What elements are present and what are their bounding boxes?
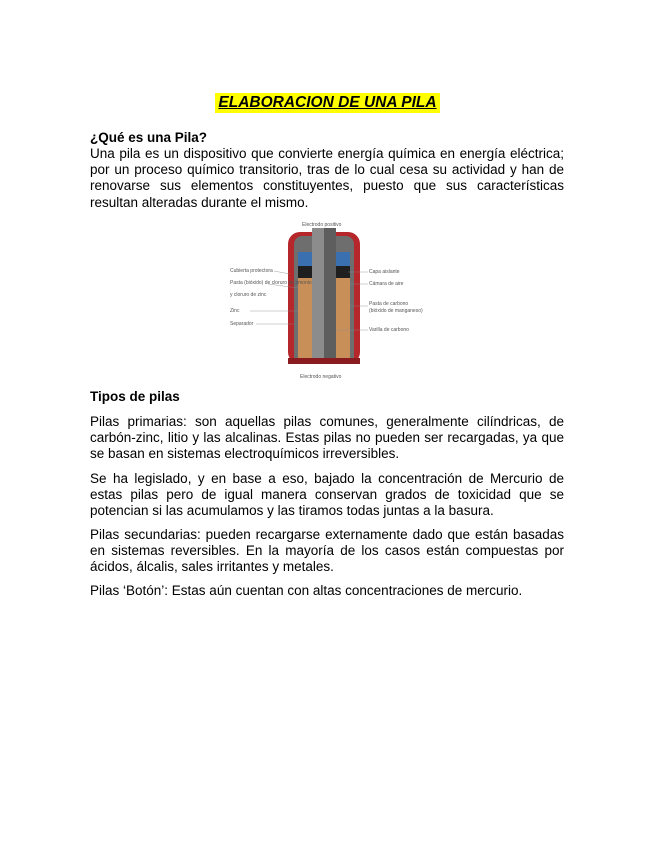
figure-label-left: Cubierta protectora: [230, 268, 273, 274]
button-batteries-paragraph: Pilas ‘Botón’: Estas aún cuentan con altas concentraciones de mercurio.: [90, 583, 523, 598]
types-heading: Tipos de pilas: [90, 389, 180, 404]
definition-paragraph: Una pila es un dispositivo que convierte energía química en energía eléctrica; por un proceso químico transitorio, tras de lo cual cesa su actividad y han de renovarse sus elementos constituyentes, puesto que sus características resultan alteradas durante el mismo.: [90, 146, 564, 210]
figure-label-left: Pasta (bióxido) de cloruro de amonio: [230, 280, 312, 286]
battery-base: [288, 358, 360, 364]
figure-label-right: Capa aislante: [369, 269, 400, 275]
battery-diagram: [228, 218, 423, 382]
figure-label-top: Electrodo positivo: [302, 222, 342, 228]
figure-label-right: Pasta de carbono: [369, 301, 409, 307]
title-container: [0, 93, 655, 113]
page-title: ELABORACION DE UNA PILA: [215, 93, 439, 113]
figure-label-right: Cámara de aire: [369, 281, 404, 287]
leader-line: [274, 271, 290, 274]
carbon-rod-shadow: [324, 228, 336, 360]
secondary-batteries-paragraph: Pilas secundarias: pueden recargarse externamente dado que están basadas en sistemas reversibles. En la mayoría de los casos están compuestas por ácidos, álcalis, sales irritantes y metales.: [90, 527, 564, 575]
question-heading: ¿Qué es una Pila?: [90, 130, 208, 145]
figure-label-bottom: Electrodo negativo: [300, 374, 342, 380]
figure-label-left: Zinc: [230, 308, 240, 314]
figure-label-left: y cloruro de zinc: [230, 292, 267, 298]
figure-label-right: Varilla de carbono: [369, 327, 409, 333]
primary-batteries-paragraph: Pilas primarias: son aquellas pilas comunes, generalmente cilíndricas, de carbón-zinc, litio y las alcalinas. Estas pilas no pueden ser recargadas, ya que se basan en sistemas electroquímicos irreversibles.: [90, 414, 564, 462]
legislation-paragraph: Se ha legislado, y en base a eso, bajado la concentración de Mercurio de estas pilas pero de igual manera conservan grados de toxicidad que se potencian si las acumulamos y las tiramos todas juntas a la basura.: [90, 471, 564, 519]
figure-label-left: Separador: [230, 321, 254, 327]
figure-label-right: (bióxido de manganeso): [369, 308, 423, 314]
